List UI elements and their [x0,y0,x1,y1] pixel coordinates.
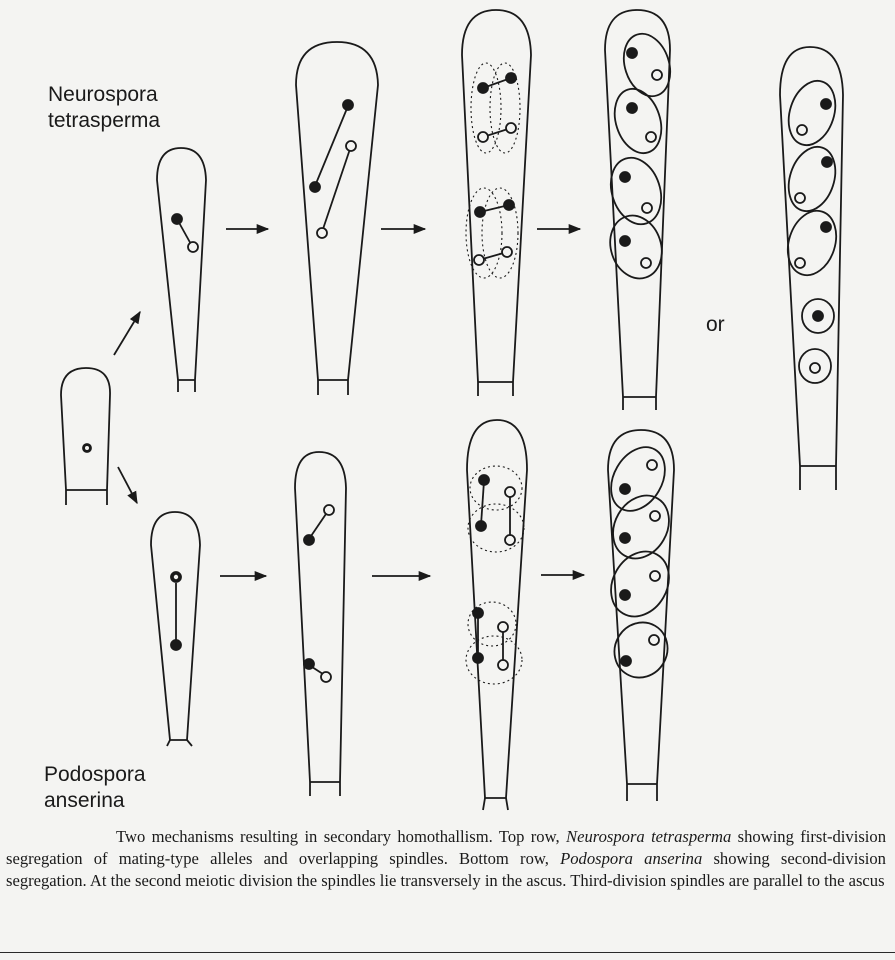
ascospore [781,75,843,151]
caption-sentence-4: At the second meiotic division the spindles lie transversely in the ascus. [89,871,567,890]
or-label: or [706,313,725,336]
caption-sentence-1: Two mechanisms resulting in secondary homothallism. [116,827,493,846]
bottom-ascus-1 [151,512,200,746]
nucleus-open [317,228,327,238]
ascospore [600,541,681,627]
top-row-genus: Neurospora [48,83,158,106]
nucleus-mat-A [188,242,198,252]
caption-bottom-row-prefix: Bottom row, [459,849,549,868]
ascospore [781,141,843,217]
caption-top-row-text: showing first-division segregation of mating-type alleles and overlapping spindles. [6,827,886,868]
caption-top-row-species: Neurospora tetrasperma [566,827,732,846]
bottom-row-species-label [44,762,146,814]
bottom-rule [0,952,895,953]
top-ascus-1 [157,148,206,392]
top-row-epithet: tetrasperma [48,109,161,132]
caption-top-row-prefix: Top row, [498,827,560,846]
arrow-to-top-row [114,312,140,355]
top-ascus-3 [462,10,531,396]
nucleus-open [346,141,356,151]
bottom-row-epithet: anserina [44,789,125,812]
caption-bottom-row-species: Podospora anserina [560,849,703,868]
arrow-to-bottom-row [118,467,137,503]
top-ascus-alternative [780,47,844,490]
initial-ascus [61,368,110,505]
top-ascus-4 [602,10,677,410]
bottom-ascus-4 [600,430,681,801]
bottom-ascus-3 [466,420,527,810]
nucleus-dark [310,182,320,192]
top-row-species-label [48,82,160,134]
caption-bottom-row-text: showing second-division segregation. [6,849,886,890]
ascospore [602,209,669,285]
caption-sentence-5: Third-division spindles are parallel to the ascus [570,871,885,890]
bottom-ascus-2 [295,452,346,796]
nucleus-dark [343,100,353,110]
figure-caption [6,826,886,892]
nucleus-mat-a [172,214,182,224]
bottom-row-genus: Podospora [44,763,146,786]
top-ascus-2 [296,42,378,395]
